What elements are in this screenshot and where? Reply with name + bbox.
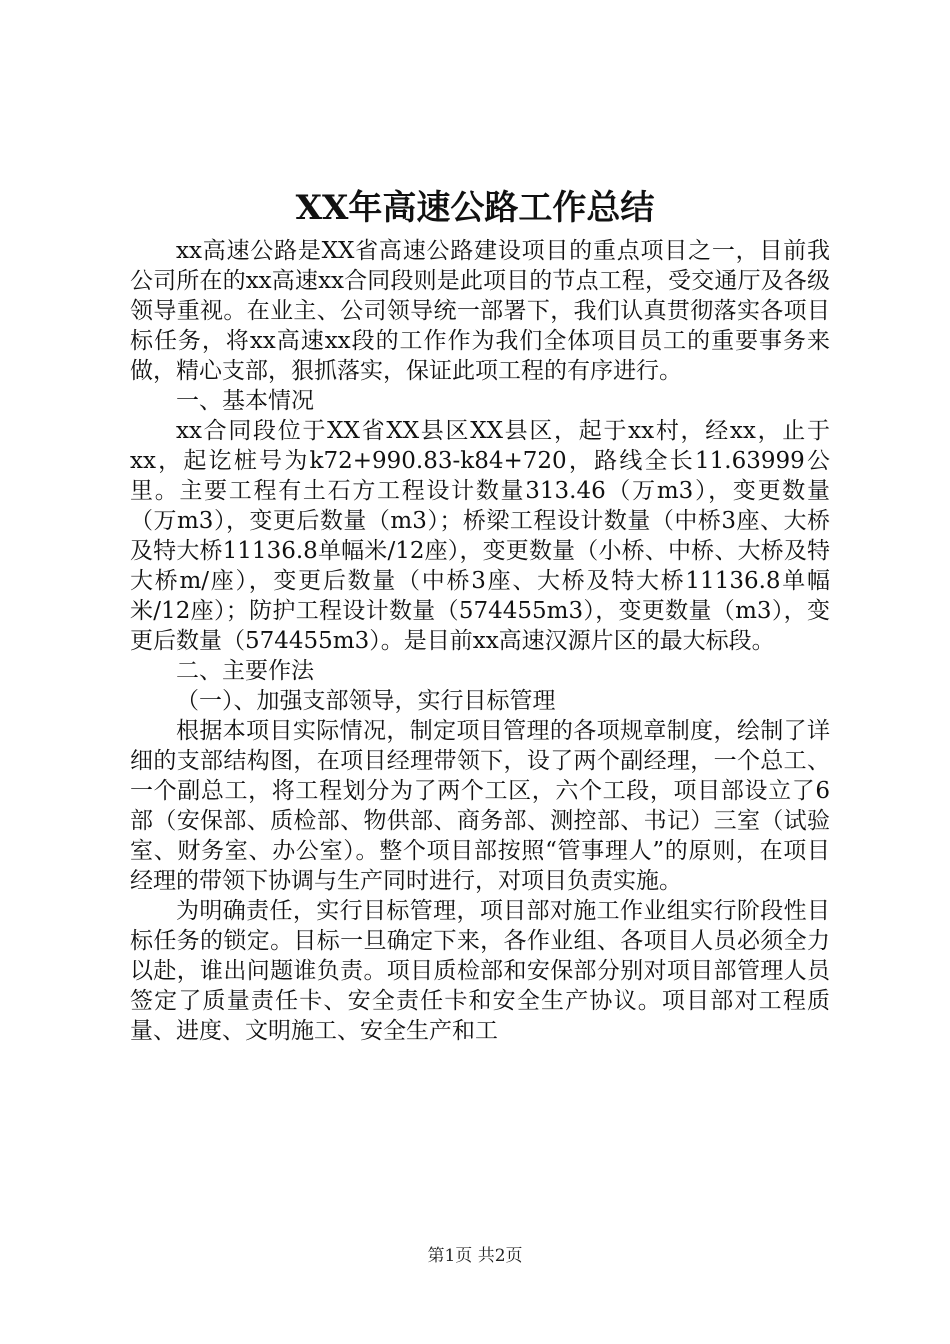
section-heading-basic-info: 一、基本情况 [176, 388, 314, 414]
basic-info-paragraph: xx合同段位于XX省XX县区XX县区，起于xx村，经xx，止于xx，起讫桩号为k72+990.83-k84+720，路线全长11.63999公里。主要工程有土石方工程设计数量313.46（万m3），变更数量（万m3），变更后数量（m3）；桥梁工程设计数量（中桥3座、大桥及特大桥11136.8单幅米/12座），变更数量（小桥、中桥、大桥及特大桥m/座），变更后数量（中桥3座、大桥及特大桥11136.8单幅米/12座）；防护工程设计数量（574455m3），变更数量（m3），变更后数量（574455m3）。是目前xx高速汉源片区的最大标段。 [130, 418, 830, 654]
page-number-footer: 第1页 共2页 [427, 1246, 523, 1266]
document-body [130, 236, 830, 1046]
responsibility-paragraph: 为明确责任，实行目标管理，项目部对施工作业组实行阶段性目标任务的锁定。目标一旦确定下来，各作业组、各项目人员必须全力以赴，谁出问题谁负责。项目质检部和安保部分别对项目部管理人员签定了质量责任卡、安全责任卡和安全生产协议。项目部对工程质量、进度、文明施工、安全生产和工 [130, 898, 830, 1044]
document-title: XX年高速公路工作总结 [295, 188, 655, 228]
intro-paragraph: xx高速公路是XX省高速公路建设项目的重点项目之一，目前我公司所在的xx高速xx合同段则是此项目的节点工程，受交通厅及各级领导重视。在业主、公司领导统一部署下，我们认真贯彻落实各项目标任务，将xx高速xx段的工作作为我们全体项目员工的重要事务来做，精心支部，狠抓落实，保证此项工程的有序进行。 [130, 238, 830, 384]
section-heading-main-practices: 二、主要作法 [176, 658, 314, 684]
leadership-paragraph: 根据本项目实际情况，制定项目管理的各项规章制度，绘制了详细的支部结构图，在项目经理带领下，设了两个副经理，一个总工、一个副总工，将工程划分为了两个工区，六个工段，项目部设立了6部（安保部、质检部、物供部、商务部、测控部、书记）三室（试验室、财务室、办公室）。整个项目部按照“管事理人”的原则，在项目经理的带领下协调与生产同时进行，对项目负责实施。 [130, 718, 830, 894]
subsection-heading-leadership: （一）、加强支部领导，实行目标管理 [176, 688, 556, 714]
